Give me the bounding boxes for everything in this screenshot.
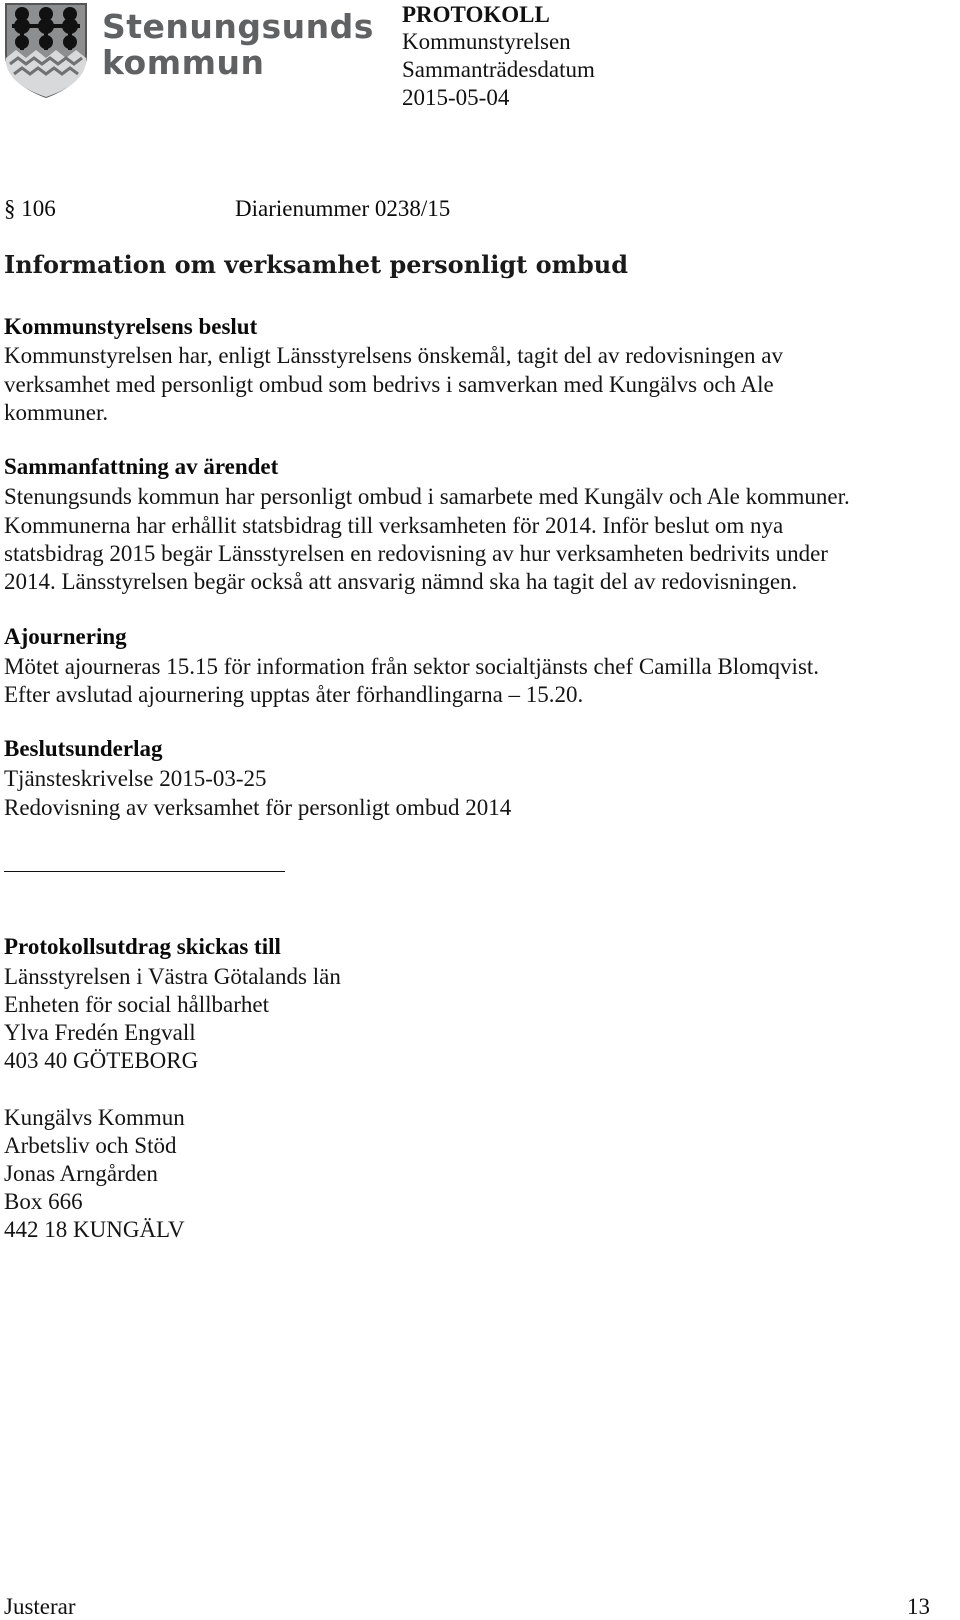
committee-name: Kommunstyrelsen	[402, 29, 571, 54]
recipient-line: Ylva Fredén Engvall	[4, 1020, 196, 1045]
meeting-date-label: Sammanträdesdatum	[402, 57, 595, 82]
summary-line: 2014. Länsstyrelsen begär också att ansvarig nämnd ska ha tagit del av redovisningen.	[4, 569, 798, 594]
recipient-line: Jonas Arngården	[4, 1161, 158, 1186]
recipient-line: 442 18 KUNGÄLV	[4, 1217, 185, 1242]
document-type: PROTOKOLL	[402, 2, 550, 27]
decision-line: Kommunstyrelsen har, enligt Länsstyrelsens önskemål, tagit del av redovisningen av	[4, 343, 783, 368]
basis-line: Redovisning av verksamhet för personligt ombud 2014	[4, 795, 512, 820]
adjournment-line: Efter avslutad ajournering upptas åter förhandlingarna – 15.20.	[4, 682, 584, 707]
decision-line: kommuner.	[4, 400, 109, 425]
adjournment-line: Mötet ajourneras 15.15 för information från sektor socialtjänsts chef Camilla Blomqvist.	[4, 654, 820, 679]
basis-heading: Beslutsunderlag	[4, 736, 163, 761]
separator-line	[4, 871, 285, 872]
recipient-line: Arbetsliv och Stöd	[4, 1133, 177, 1158]
item-title: Information om verksamhet personligt ombud	[4, 250, 629, 279]
page-number: 13	[907, 1594, 930, 1619]
recipient-line: Kungälvs Kommun	[4, 1105, 185, 1130]
section-number: § 106	[4, 196, 56, 221]
diary-number: Diarienummer 0238/15	[235, 196, 451, 221]
recipient-line: 403 40 GÖTEBORG	[4, 1048, 199, 1073]
decision-line: verksamhet med personligt ombud som bedrivs i samverkan med Kungälvs och Ale	[4, 372, 774, 397]
logo-name-line2: kommun	[102, 43, 265, 82]
adjournment-heading: Ajournering	[4, 624, 127, 649]
recipient-line: Länsstyrelsen i Västra Götalands län	[4, 964, 341, 989]
basis-line: Tjänsteskrivelse 2015-03-25	[4, 766, 267, 791]
logo-name-line1: Stenungsunds	[102, 7, 374, 46]
coat-of-arms-icon	[4, 2, 88, 98]
decision-heading: Kommunstyrelsens beslut	[4, 314, 258, 339]
distribution-heading: Protokollsutdrag skickas till	[4, 934, 281, 959]
footer-justerar: Justerar	[4, 1594, 76, 1619]
summary-heading: Sammanfattning av ärendet	[4, 454, 279, 479]
recipient-line: Box 666	[4, 1189, 83, 1214]
summary-line: Stenungsunds kommun har personligt ombud i samarbete med Kungälv och Ale kommuner.	[4, 484, 850, 509]
recipient-line: Enheten för social hållbarhet	[4, 992, 270, 1017]
meeting-date: 2015-05-04	[402, 85, 510, 110]
summary-line: statsbidrag 2015 begär Länsstyrelsen en redovisning av hur verksamheten bedrivits under	[4, 541, 828, 566]
summary-line: Kommunerna har erhållit statsbidrag till verksamheten för 2014. Inför beslut om nya	[4, 513, 784, 538]
municipal-logo	[4, 2, 374, 98]
